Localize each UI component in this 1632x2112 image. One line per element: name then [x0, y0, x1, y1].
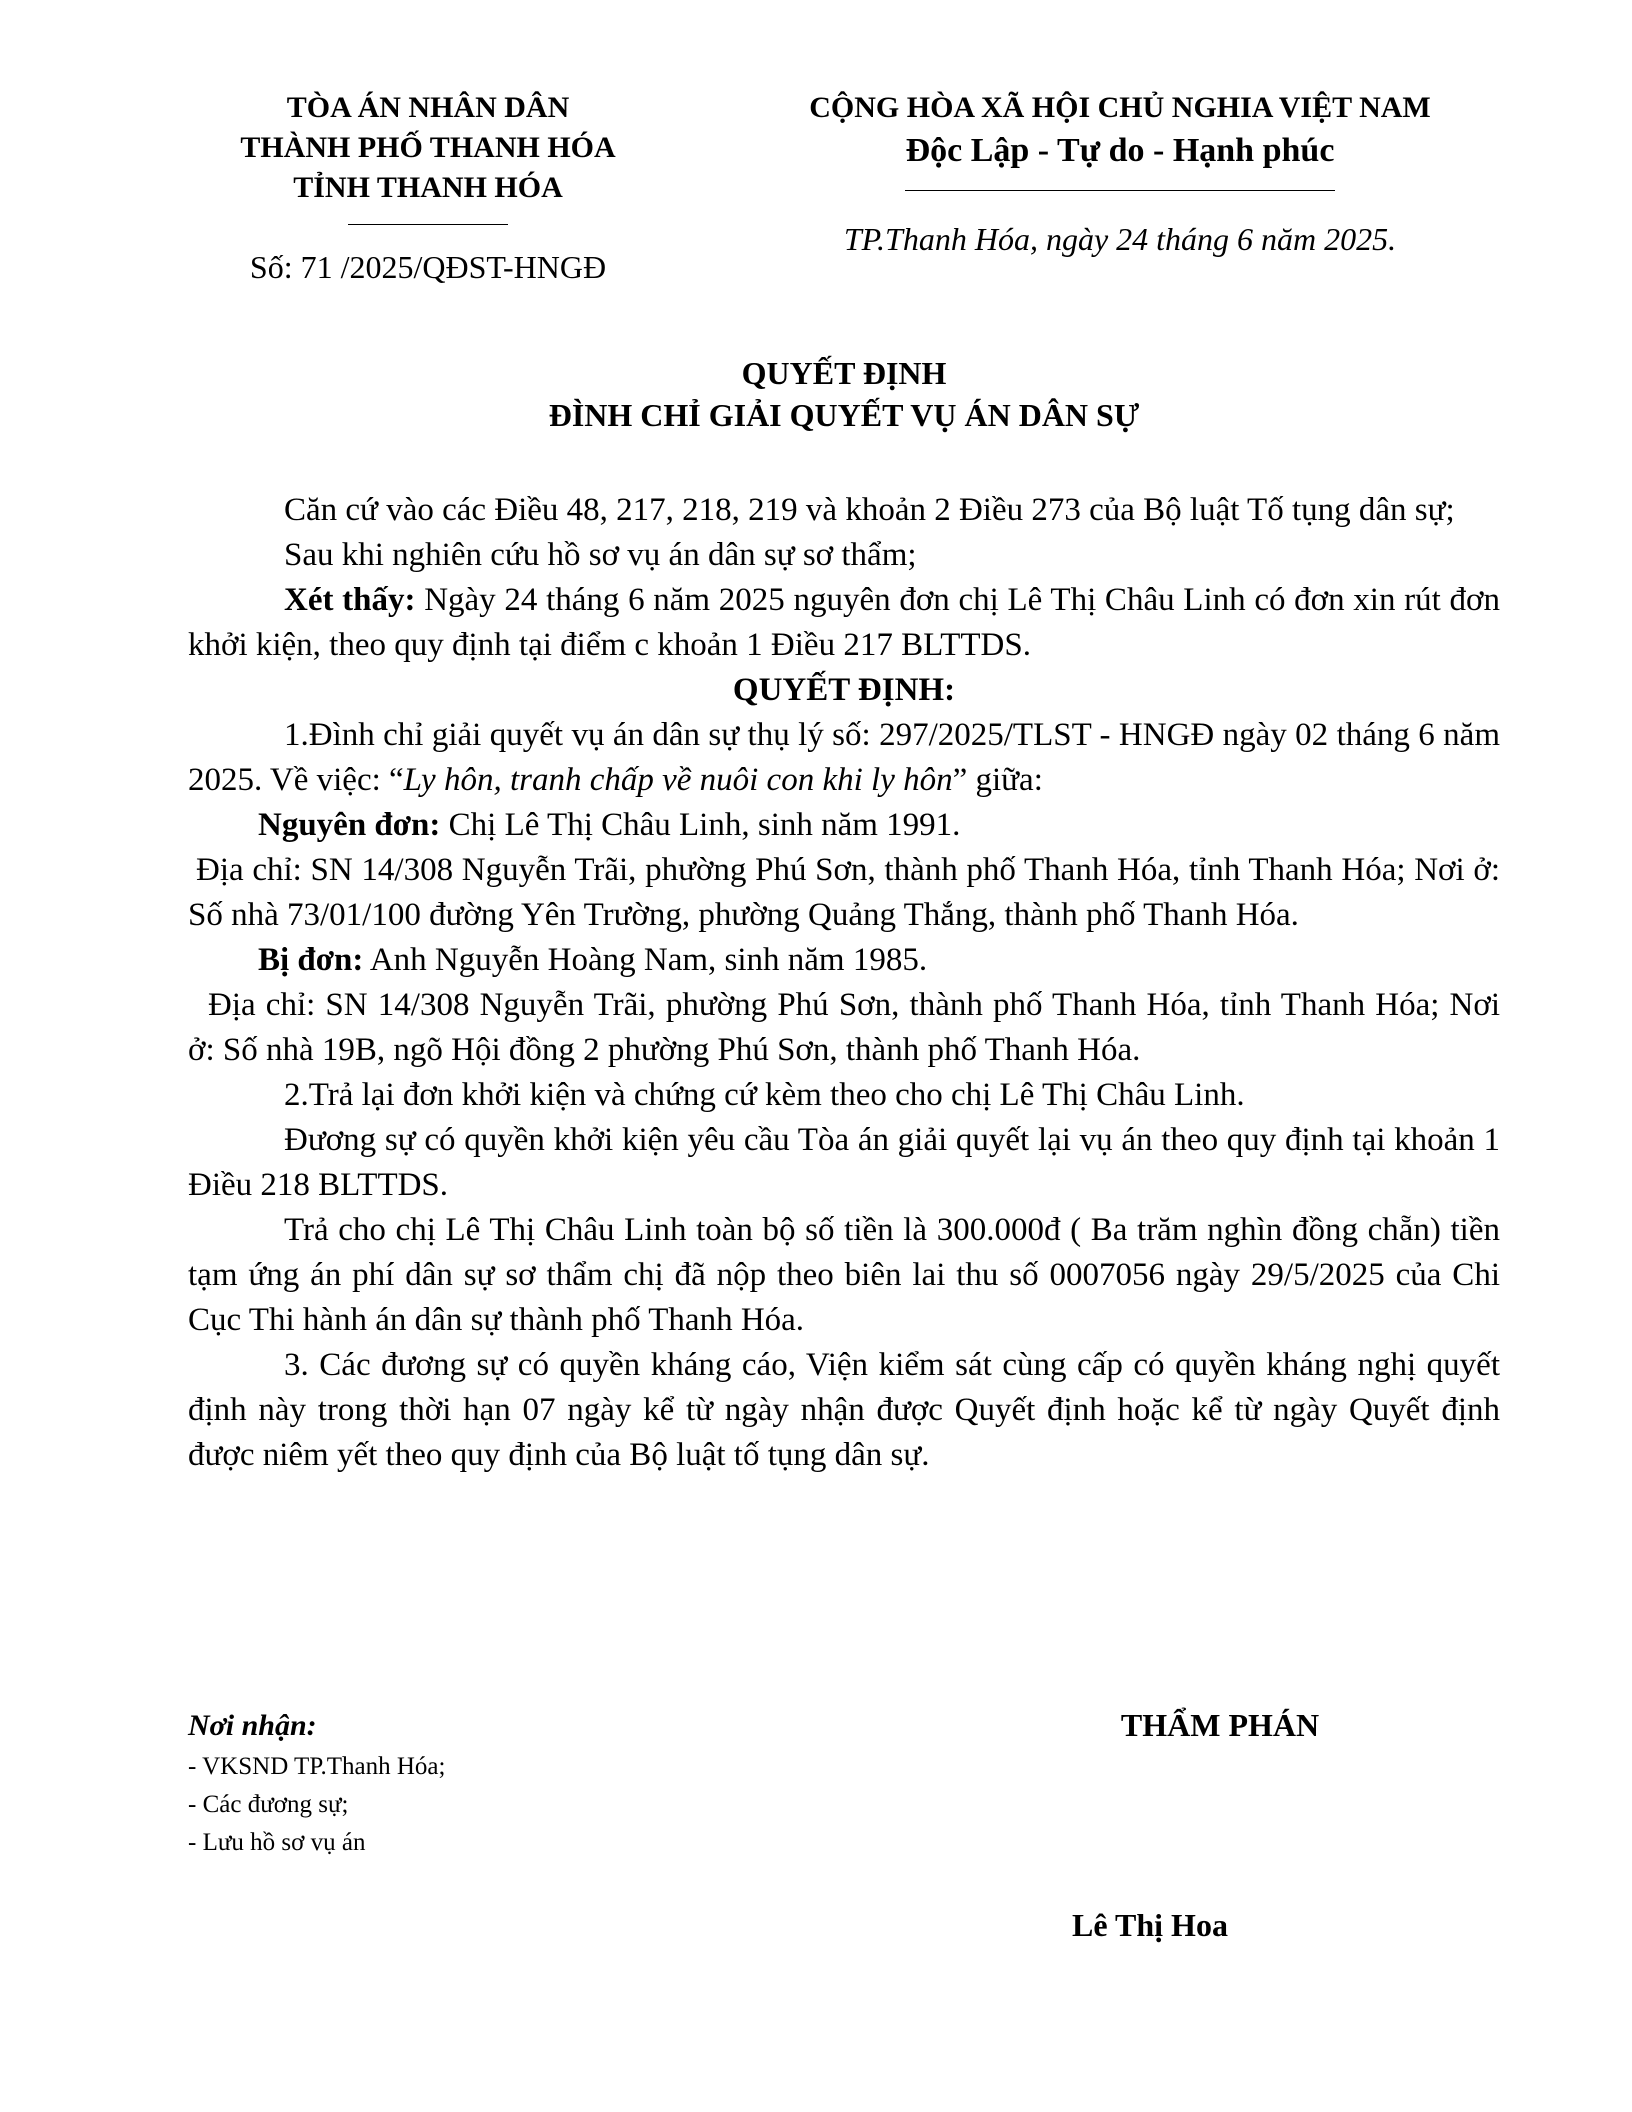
paragraph-plaintiff-address: Địa chỉ: SN 14/308 Nguyễn Trãi, phường Phú Sơn, thành phố Thanh Hóa, tỉnh Thanh Hóa; Nơi ở: Số nhà 73/01/100 đường Yên Trường, phường Quảng Thắng, thành phố Thanh Hóa.: [188, 852, 1500, 933]
decision-heading: QUYẾT ĐỊNH:: [732, 672, 956, 708]
court-name-line3: TỈNH THANH HÓA: [293, 171, 563, 204]
court-name-line1: TÒA ÁN NHÂN DÂN: [286, 91, 570, 124]
national-title: CỘNG HÒA XÃ HỘI CHỦ NGHIA VIỆT NAM: [809, 91, 1431, 124]
case-subject: Ly hôn, tranh chấp về nuôi con khi ly hôn: [403, 762, 953, 798]
recipient-item: - VKSND TP.Thanh Hóa;: [188, 1753, 446, 1780]
paragraph-review: Sau khi nghiên cứu hồ sơ vụ án dân sự sơ thẩm;: [284, 537, 917, 573]
recipient-item: - Các đương sự;: [188, 1791, 349, 1818]
plaintiff-text: Chị Lê Thị Châu Linh, sinh năm 1991.: [440, 807, 961, 843]
plaintiff-label: Nguyên đơn:: [258, 807, 441, 843]
court-header: [188, 88, 668, 289]
title-line2: ĐÌNH CHỈ GIẢI QUYẾT VỤ ÁN DÂN SỰ: [548, 397, 1140, 433]
defendant-text: Anh Nguyễn Hoàng Nam, sinh năm 1985.: [363, 942, 928, 978]
national-motto: Độc Lập - Tự do - Hạnh phúc: [905, 132, 1335, 169]
suspension-end: ” giữa:: [952, 762, 1043, 798]
court-header-underline: [348, 224, 508, 225]
document-body: [188, 488, 1500, 1478]
paragraph-defendant-address: Địa chỉ: SN 14/308 Nguyễn Trãi, phường Phú Sơn, thành phố Thanh Hóa, tỉnh Thanh Hóa; Nơi ở: Số nhà 19B, ngõ Hội đồng 2 phường Phú Sơn, thành phố Thanh Hóa.: [188, 987, 1500, 1068]
recipients-block: [188, 1706, 888, 1862]
paragraph-refund: Trả cho chị Lê Thị Châu Linh toàn bộ số tiền là 300.000đ ( Ba trăm nghìn đồng chẵn) tiền tạm ứng án phí dân sự sơ thẩm chị đã nộp theo biên lai thu số 0007056 ngày 29/5/2025 của Chi Cục Thi hành án dân sự thành phố Thanh Hóa.: [188, 1212, 1500, 1338]
signature-block: [940, 1704, 1500, 1746]
judge-name: Lê Thị Hoa: [1072, 1907, 1228, 1943]
findings-text: Ngày 24 tháng 6 năm 2025 nguyên đơn chị Lê Thị Châu Linh có đơn xin rút đơn khởi kiện, theo quy định tại điểm c khoản 1 Điều 217 BLTTDS.: [188, 582, 1500, 663]
defendant-label: Bị đơn:: [258, 942, 364, 978]
issue-date: TP.Thanh Hóa, ngày 24 tháng 6 năm 2025.: [843, 221, 1397, 257]
paragraph-plaintiff: [188, 803, 1500, 848]
judge-title: THẨM PHÁN: [1120, 1707, 1320, 1743]
paragraph-suspension: [188, 713, 1500, 803]
paragraph-return-documents: 2.Trả lại đơn khởi kiện và chứng cứ kèm theo cho chị Lê Thị Châu Linh.: [284, 1077, 1245, 1113]
title-line1: QUYẾT ĐỊNH: [741, 355, 947, 391]
national-header-underline: [905, 190, 1335, 191]
decision-number: Số: 71 /2025/QĐST-HNGĐ: [249, 249, 607, 285]
paragraph-appeal: 3. Các đương sự có quyền kháng cáo, Viện kiểm sát cùng cấp có quyền kháng nghị quyết định này trong thời hạn 07 ngày kể từ ngày nhận được Quyết định hoặc kể từ ngày Quyết định được niêm yết theo quy định của Bộ luật tố tụng dân sự.: [188, 1347, 1500, 1473]
national-header: [740, 88, 1500, 261]
paragraph-defendant: [188, 938, 1500, 983]
paragraph-findings: [188, 578, 1500, 668]
paragraph-legal-basis: Căn cứ vào các Điều 48, 217, 218, 219 và khoản 2 Điều 273 của Bộ luật Tố tụng dân sự;: [284, 492, 1455, 528]
suspension-text: 1.Đình chỉ giải quyết vụ án dân sự thụ lý số: 297/2025/TLST - HNGĐ ngày 02 tháng 6 năm 2025. Về việc: “: [188, 717, 1500, 798]
recipient-item: - Lưu hồ sơ vụ án: [188, 1829, 366, 1856]
document-header: [0, 88, 1632, 328]
court-name-line2: THÀNH PHỐ THANH HÓA: [240, 131, 616, 164]
findings-label: Xét thấy:: [284, 582, 416, 618]
document-title: [188, 352, 1500, 436]
recipients-title: Nơi nhận:: [188, 1709, 317, 1742]
paragraph-right-to-sue: Đương sự có quyền khởi kiện yêu cầu Tòa án giải quyết lại vụ án theo quy định tại khoản 1 Điều 218 BLTTDS.: [188, 1122, 1500, 1203]
